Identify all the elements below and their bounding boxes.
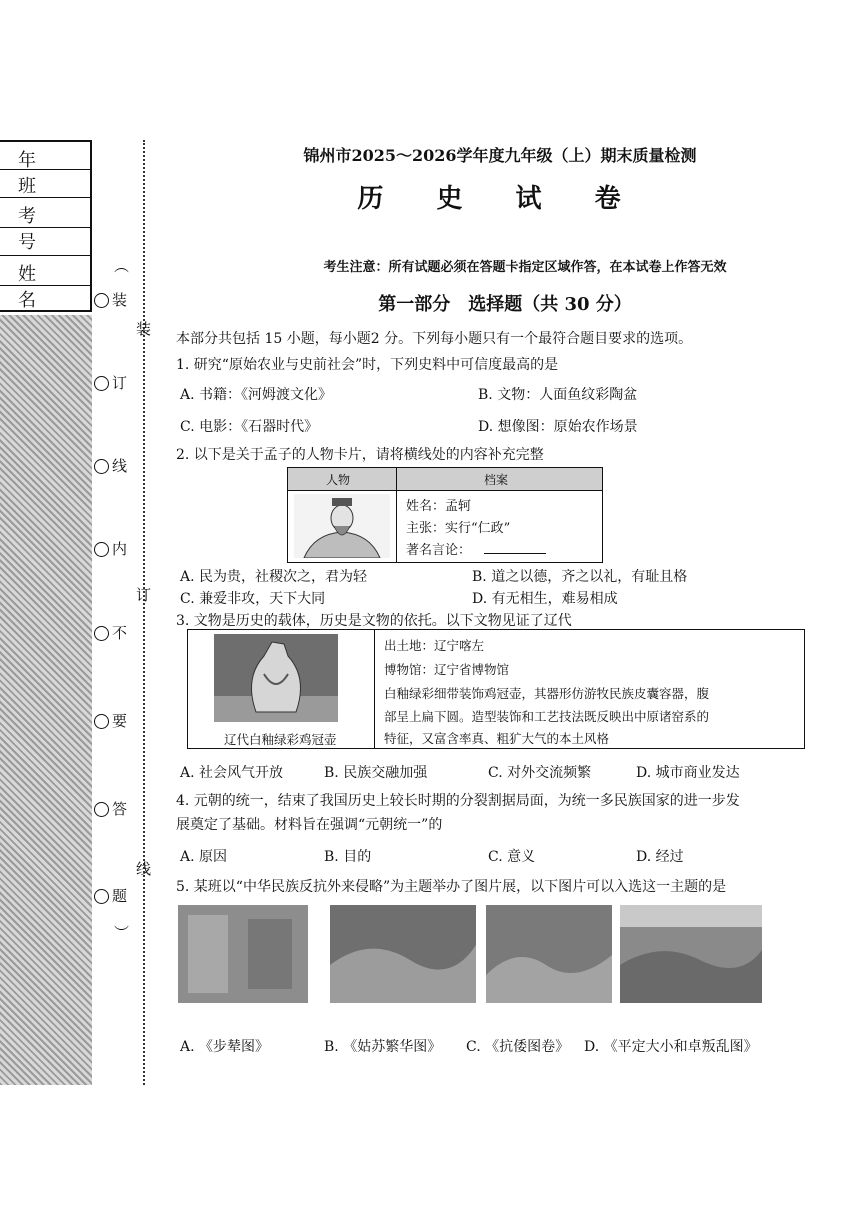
q2-option-d: D. 有无相生，难易相成 <box>472 591 618 607</box>
q2-option-b: B. 道之以德，齐之以礼，有耻且格 <box>472 569 688 585</box>
info-divider <box>0 227 90 228</box>
q4-stem-2: 展奠定了基础。材料旨在强调“元朝统一”的 <box>176 817 443 833</box>
margin-paren-open: ︵ <box>114 257 130 275</box>
painting-b-image <box>330 905 476 1003</box>
q2-stem: 2. 以下是关于孟子的人物卡片，请将横线处的内容补充完整 <box>176 447 544 463</box>
q5-option-c: C. 《抗倭图卷》 <box>466 1039 570 1055</box>
exam-number-field-label: 考 号 <box>18 206 50 253</box>
artifact-museum: 博物馆：辽宁省博物馆 <box>384 662 510 677</box>
margin-mark: 线 <box>94 455 127 476</box>
card-name: 姓名：孟轲 <box>406 499 472 514</box>
artifact-card <box>187 629 805 749</box>
circle-icon <box>94 542 109 557</box>
card-header <box>288 468 602 491</box>
card-claim: 主张：实行“仁政” <box>406 521 511 536</box>
margin-mark: 要 <box>94 710 127 731</box>
circle-icon <box>94 626 109 641</box>
artifact-desc-3: 特征，又富含率真、粗犷大气的本土风格 <box>384 731 610 746</box>
exam-subtitle: 锦州市2025～2026学年度九年级（上）期末质量检测 <box>303 146 697 165</box>
painting-c-image <box>486 905 612 1003</box>
q5-option-d: D. 《平定大小和卓叛乱图》 <box>584 1039 758 1055</box>
student-info-box <box>0 140 92 312</box>
circle-icon <box>94 714 109 729</box>
card-blank-line <box>484 553 546 554</box>
circle-icon <box>94 802 109 817</box>
q1-option-b: B. 文物：人面鱼纹彩陶盆 <box>478 387 638 403</box>
binding-col-mark: 装 <box>136 320 152 338</box>
card-head-right: 档案 <box>484 473 509 487</box>
q4-option-c: C. 意义 <box>488 849 536 865</box>
margin-mark: 装 <box>94 289 127 310</box>
margin-mark: 答 <box>94 798 127 819</box>
binding-col-mark: 线 <box>136 860 152 878</box>
exam-notice: 考生注意：所有试题必须在答题卡指定区域作答，在本试卷上作答无效 <box>323 260 727 275</box>
q1-option-c: C. 电影：《石器时代》 <box>180 419 319 435</box>
q1-option-d: D. 想像图：原始农作场景 <box>478 419 638 435</box>
q5-option-a: A. 《步辇图》 <box>180 1039 270 1055</box>
name-field-label: 姓 名 <box>18 264 50 311</box>
q3-option-b: B. 民族交融加强 <box>324 765 428 781</box>
artifact-caption: 辽代白釉绿彩鸡冠壶 <box>224 732 337 747</box>
q4-option-a: A. 原因 <box>180 849 228 865</box>
q5-option-b: B. 《姑苏繁华图》 <box>324 1039 442 1055</box>
q4-option-d: D. 经过 <box>636 849 684 865</box>
q4-option-b: B. 目的 <box>324 849 372 865</box>
artifact-divider <box>374 630 375 748</box>
margin-mark: 不 <box>94 622 127 643</box>
info-divider <box>0 285 90 286</box>
margin-mark: 订 <box>94 372 127 393</box>
card-head-left: 人物 <box>326 473 351 487</box>
binding-dotted-line <box>143 140 145 1085</box>
q3-option-a: A. 社会风气开放 <box>180 765 284 781</box>
margin-paren-close: ︶ <box>114 924 130 942</box>
artifact-desc-1: 白釉绿彩细带装饰鸡冠壶，其器形仿游牧民族皮囊容器，腹 <box>384 686 710 701</box>
q3-option-c: C. 对外交流频繁 <box>488 765 592 781</box>
class-field-label: 年 班 <box>18 150 50 197</box>
mencius-card <box>287 467 603 563</box>
binding-col-mark: 订 <box>136 586 152 604</box>
info-divider <box>0 197 90 198</box>
card-quote-label: 著名言论： <box>406 543 472 558</box>
circle-icon <box>94 889 109 904</box>
circle-icon <box>94 376 109 391</box>
exam-title: 历 史 试 卷 <box>357 184 643 214</box>
painting-d-image <box>620 905 762 1003</box>
q5-stem: 5. 某班以“中华民族反抗外来侵略”为主题举办了图片展，以下图片可以入选这一主题的是 <box>176 879 727 895</box>
painting-a-image <box>178 905 308 1003</box>
info-divider <box>0 169 90 170</box>
margin-mark: 内 <box>94 538 127 559</box>
mencius-portrait <box>294 494 390 558</box>
card-divider <box>396 468 397 562</box>
binding-stripe <box>0 315 92 1085</box>
artifact-desc-2: 部呈上扁下圆。造型装饰和工艺技法既反映出中原诸窑系的 <box>384 709 710 724</box>
info-divider <box>0 255 90 256</box>
artifact-photo <box>214 634 338 722</box>
q1-stem: 1. 研究“原始农业与史前社会”时，下列史料中可信度最高的是 <box>176 357 559 373</box>
q2-option-a: A. 民为贵，社稷次之，君为轻 <box>180 569 368 585</box>
q4-stem-1: 4. 元朝的统一，结束了我国历史上较长时期的分裂割据局面，为统一多民族国家的进一步发 <box>176 793 740 809</box>
circle-icon <box>94 293 109 308</box>
q1-option-a: A. 书籍：《河姆渡文化》 <box>180 387 333 403</box>
section-title: 第一部分 选择题（共 30 分） <box>378 294 632 315</box>
circle-icon <box>94 459 109 474</box>
margin-mark: 题 <box>94 885 127 906</box>
q3-stem: 3. 文物是历史的载体，历史是文物的依托。以下文物见证了辽代 <box>176 613 572 629</box>
q2-option-c: C. 兼爱非攻，天下大同 <box>180 591 326 607</box>
q3-option-d: D. 城市商业发达 <box>636 765 740 781</box>
section-instruction: 本部分共包括 15 小题，每小题2 分。下列每小题只有一个最符合题目要求的选项。 <box>176 331 693 347</box>
artifact-place: 出土地：辽宁喀左 <box>384 638 485 653</box>
